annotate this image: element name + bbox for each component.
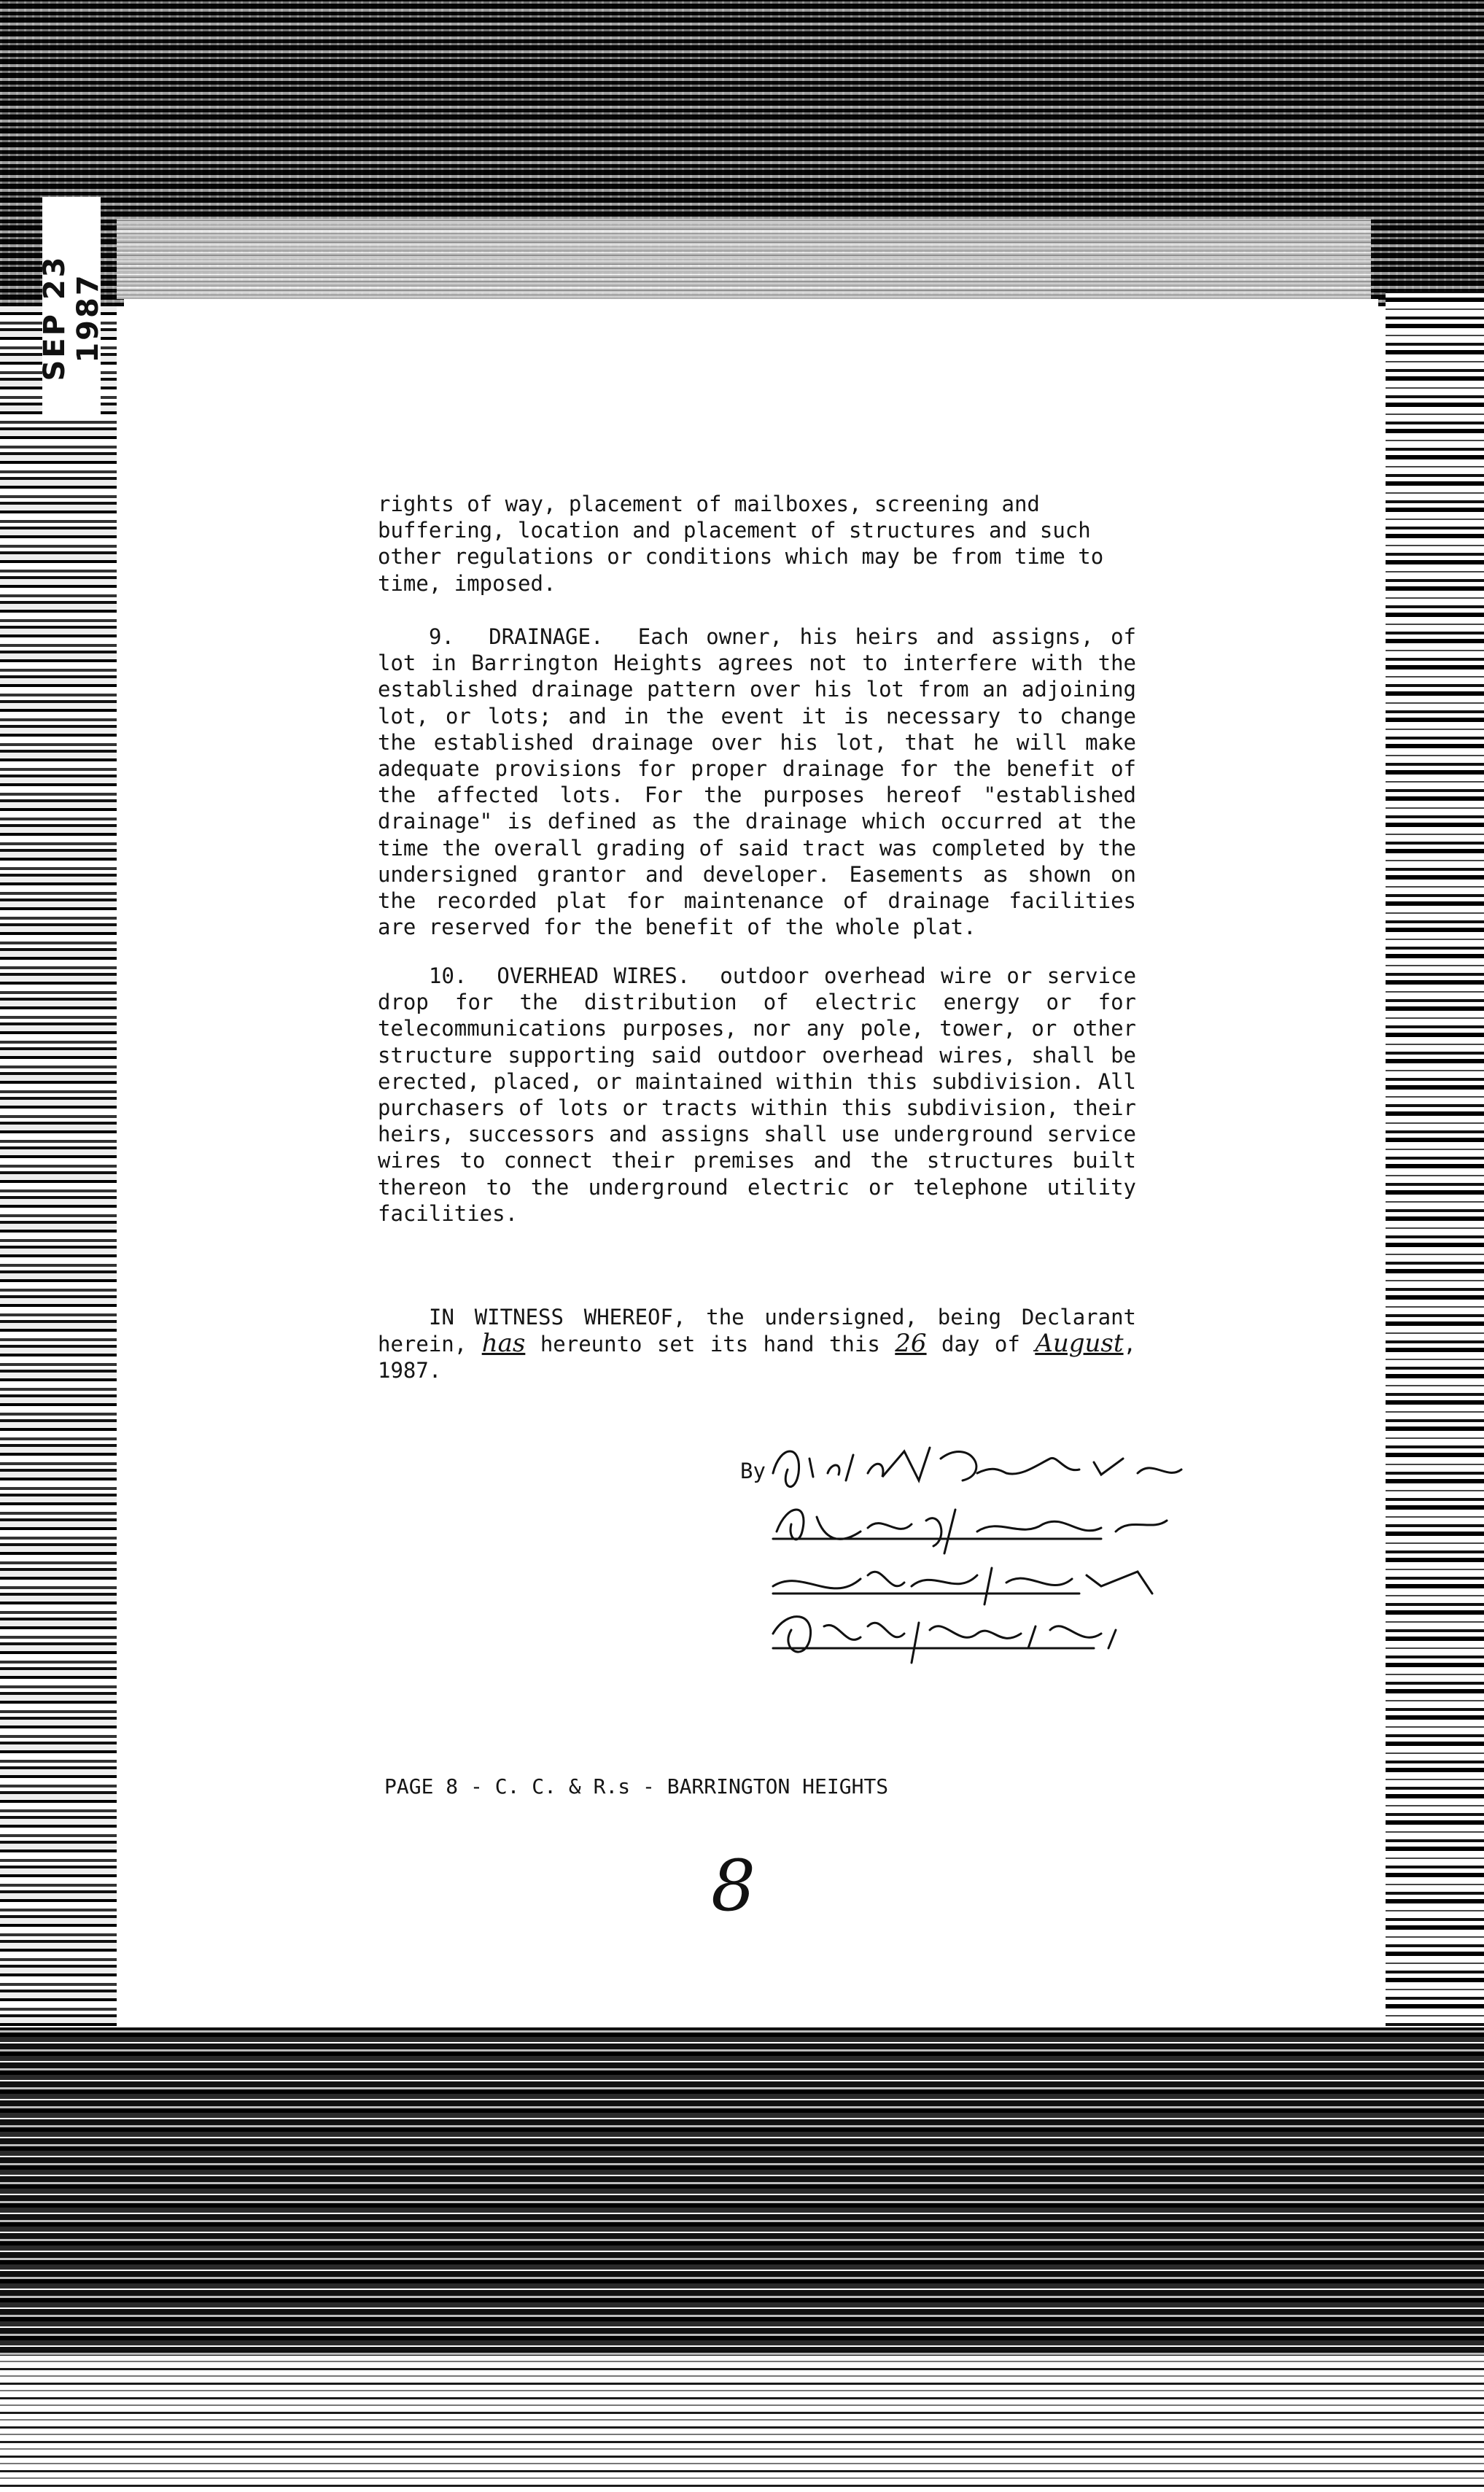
signature-1 [773,1448,1181,1487]
signature-strokes [773,1448,1181,1663]
date-stamp [38,197,105,416]
witness-day: 26 [895,1329,927,1359]
signature-2 [777,1510,1167,1553]
drainage-heading: DRAINAGE. [489,624,604,649]
paragraph-continuation [378,491,1136,597]
witness-clause [378,1304,1136,1384]
paragraph-continuation-text: rights of way, placement of mailboxes, screening and buffering, location and placement of structures and such other regulations or conditions which may be from time to time, imposed. [378,492,1104,596]
witness-month: August [1035,1329,1124,1359]
handwritten-page-number: 8 [711,1845,756,1927]
drainage-text: Each owner, his heirs and assigns, of lot in Barrington Heights agrees not to interfere with the established drainage pattern over his lot from an adjoining lot, or lots; and in the event it is necessary to change the established drainage over his lot, that he will make adequate provisions for proper drainage for the benefit of the affected lots. For the purposes hereof "established drainage" is defined as the drainage which occurred at the time the overall grading of said tract was completed by the undersigned grantor and developer. Easements as shown on the recorded plat for maintenance of drainage facilities are reserved for the benefit of the whole plat. [378,624,1136,940]
signature-4 [773,1617,1116,1663]
date-stamp-text: SEP 23 1987 [38,255,105,381]
paragraph-overhead-wires [378,963,1136,1227]
page-footer: PAGE 8 - C. C. & R.s - BARRINGTON HEIGHTS [384,1774,889,1798]
overhead-text: outdoor overhead wire or service drop for the distribution of electric energy or for telecommunications purposes, nor any pole, tower, or other structure supporting said outdoor overhead wires, shall be erected, placed, or maintained within this subdivision. All purchasers of lots or tracts within this subdivision, their heirs, successors and assigns shall use underground service wires to connect their premises and the structures built thereon to the underground electric or telephone utility facilities. [378,963,1137,1226]
scan-noise-left [0,306,117,2042]
signatures-block [758,1429,1283,1692]
drainage-number: 9. [429,624,454,649]
overhead-heading: OVERHEAD WIRES. [497,963,691,988]
scan-noise-right [1386,292,1484,2057]
scan-noise-bottom-light [0,2356,1484,2492]
signature-underline [773,1539,1101,1648]
witness-part3: day of [941,1332,1020,1357]
paragraph-drainage [378,624,1136,940]
signature-3 [773,1568,1152,1604]
signature-by-label: By [740,1459,766,1483]
witness-year: , 1987. [378,1332,1137,1383]
witness-part2: hereunto set its hand this [540,1332,880,1357]
overhead-number: 10. [429,963,467,988]
scan-noise-top-fade [117,219,1371,299]
witness-part1: IN WITNESS WHEREOF, the undersigned, being Declarant herein, [378,1305,1136,1357]
witness-has: has [481,1329,526,1359]
